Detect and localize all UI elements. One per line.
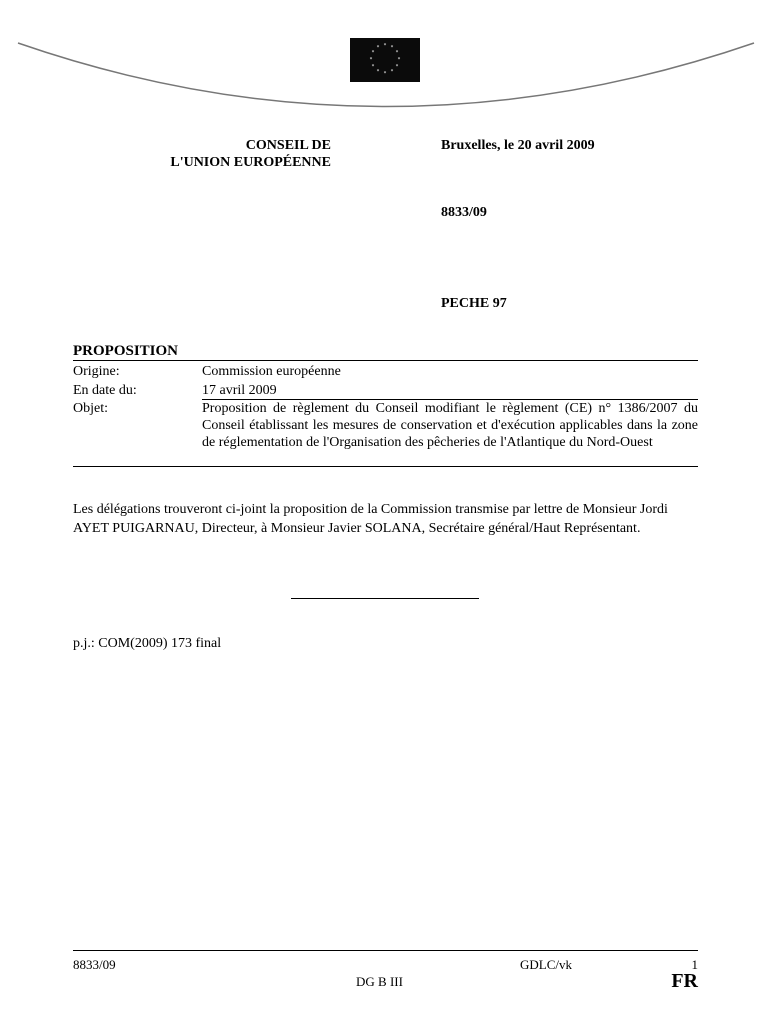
document-number: 8833/09	[441, 205, 487, 220]
separator-line	[291, 598, 479, 599]
body-paragraph: Les délégations trouveront ci-joint la proposition de la Commission transmise par lettre de Monsieur Jordi AYET PUIGARNAU, Directeur, à Monsieur Javier SOLANA, Secrétaire général/Haut Représentant.	[73, 502, 668, 536]
svg-text:*: *	[390, 45, 394, 51]
footer-rule	[73, 950, 698, 951]
footer-language: FR	[671, 970, 698, 992]
subject-code: PECHE 97	[441, 296, 507, 311]
row-value: Proposition de règlement du Conseil modifiant le règlement (CE) n° 1386/2007 du Conseil établissant les mesures de conservation et d'exécution applicables dans la zone de réglementation de l'Organisation des pêcheries de l'Atlantique du Nord-Ouest	[202, 401, 698, 450]
institution-name	[120, 137, 331, 171]
footer-directorate: DG B III	[356, 974, 403, 989]
footer-initials: GDLC/vk	[520, 957, 572, 972]
svg-text:*: *	[395, 50, 399, 56]
svg-text:*: *	[395, 64, 399, 70]
row-label: En date du:	[73, 383, 137, 398]
svg-text:*: *	[369, 57, 373, 63]
proposition-heading: PROPOSITION	[73, 343, 179, 359]
place-date: Bruxelles, le 20 avril 2009	[441, 138, 595, 153]
svg-text:*: *	[397, 57, 401, 63]
row-value: Commission européenne	[202, 364, 341, 379]
row-label: Objet:	[73, 401, 108, 416]
institution-line-1: CONSEIL DE	[245, 138, 331, 153]
eu-flag-icon	[350, 38, 420, 82]
svg-text:*: *	[390, 69, 394, 75]
svg-text:*: *	[383, 71, 387, 77]
institution-line-2: L'UNION EUROPÉENNE	[170, 155, 331, 170]
row-label: Origine:	[73, 364, 120, 379]
table-top-rule	[73, 360, 698, 361]
row-value: 17 avril 2009	[202, 383, 277, 398]
svg-text:*: *	[383, 43, 387, 49]
footer-doc-number: 8833/09	[73, 957, 116, 972]
table-bottom-rule	[73, 466, 698, 467]
svg-text:*: *	[371, 50, 375, 56]
footer-page-number: 1	[691, 957, 698, 972]
svg-text:*: *	[376, 69, 380, 75]
attachment-reference: p.j.: COM(2009) 173 final	[73, 636, 222, 651]
svg-text:*: *	[371, 64, 375, 70]
svg-text:*: *	[376, 45, 380, 51]
